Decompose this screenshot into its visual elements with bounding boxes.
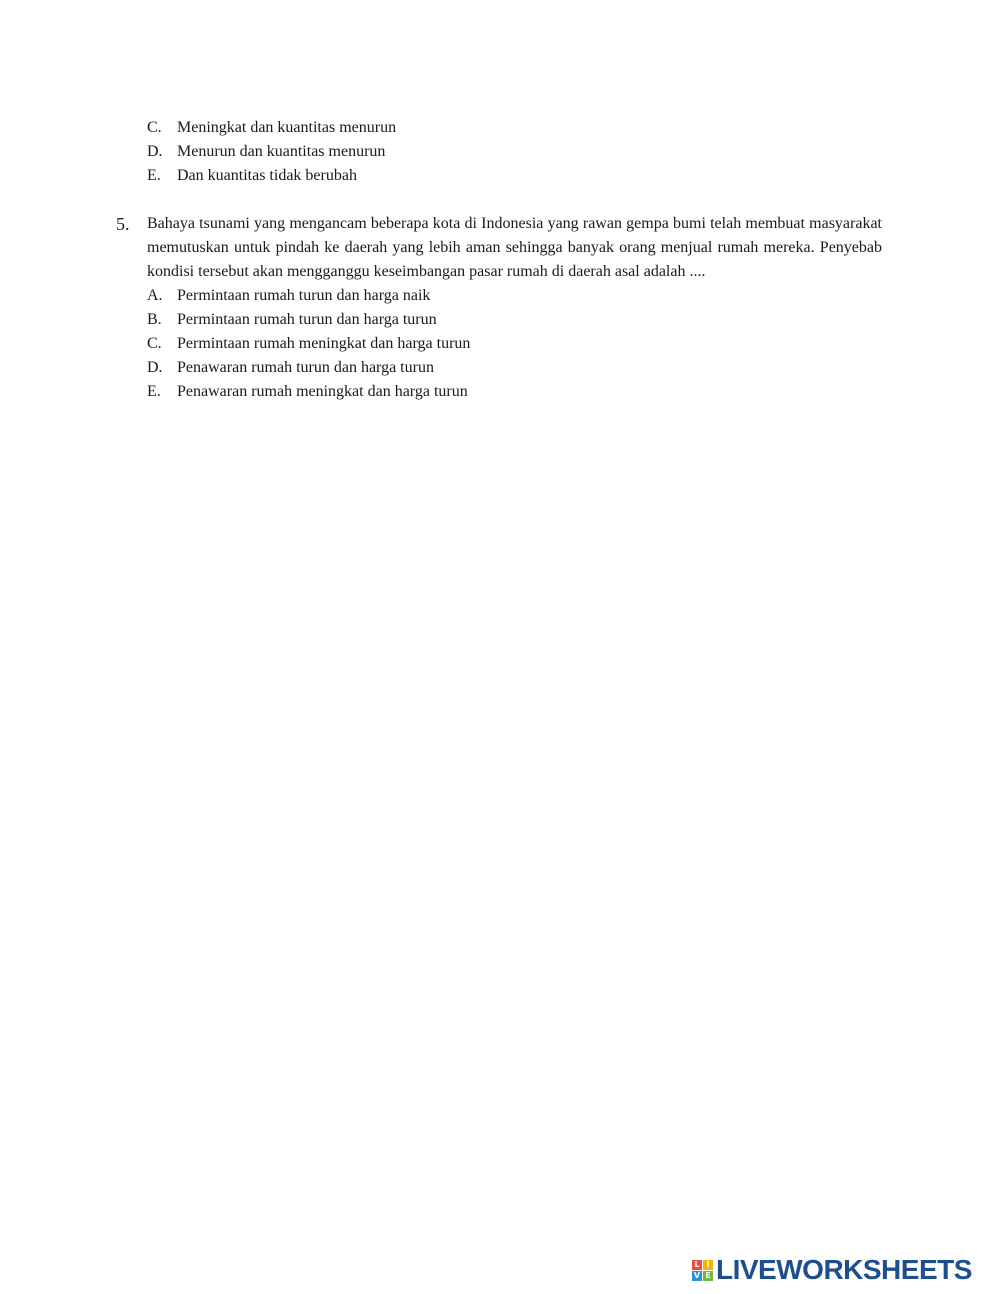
option-letter: B.	[147, 311, 162, 328]
question-options	[147, 284, 882, 404]
option-text: Dan kuantitas tidak berubah	[177, 167, 357, 184]
option-text: Menurun dan kuantitas menurun	[177, 143, 386, 160]
liveworksheets-logo	[692, 1256, 972, 1284]
option-text: Permintaan rumah turun dan harga naik	[177, 287, 431, 304]
option-text: Penawaran rumah turun dan harga turun	[177, 359, 434, 376]
logo-mark-cell: I	[703, 1260, 713, 1270]
logo-mark-cell: E	[703, 1271, 713, 1281]
logo-mark-cell: L	[692, 1260, 702, 1270]
option-a	[147, 284, 882, 308]
question-5	[116, 212, 882, 404]
option-letter: D.	[147, 143, 163, 160]
option-text: Permintaan rumah meningkat dan harga turun	[177, 335, 471, 352]
option-letter: A.	[147, 287, 163, 304]
option-letter: D.	[147, 359, 163, 376]
option-b	[147, 308, 882, 332]
question-number: 5.	[116, 214, 130, 234]
option-e	[147, 164, 887, 188]
option-letter: E.	[147, 167, 161, 184]
logo-mark-cell: V	[693, 1270, 701, 1280]
option-text: Meningkat dan kuantitas menurun	[177, 119, 397, 136]
option-letter: C.	[147, 119, 162, 136]
question-text: Bahaya tsunami yang mengancam beberapa kota di Indonesia yang rawan gempa bumi telah membuat masyarakat memutuskan untuk pindah ke daerah yang lebih aman sehingga banyak orang menjual rumah mereka. Penyebab kondisi tersebut akan mengganggu keseimbangan pasar rumah di daerah asal adalah ....	[147, 215, 882, 280]
option-letter: E.	[147, 383, 161, 400]
option-d	[147, 140, 887, 164]
previous-question-options	[147, 116, 887, 188]
option-d	[147, 356, 882, 380]
option-text: Permintaan rumah turun dan harga turun	[177, 311, 437, 328]
option-c	[147, 332, 882, 356]
option-letter: C.	[147, 335, 162, 352]
logo-text: LIVEWORKSHEETS	[716, 1254, 972, 1285]
option-text: Penawaran rumah meningkat dan harga turun	[177, 383, 468, 400]
option-e	[147, 380, 882, 404]
option-c	[147, 116, 887, 140]
logo-mark-icon	[692, 1260, 713, 1281]
